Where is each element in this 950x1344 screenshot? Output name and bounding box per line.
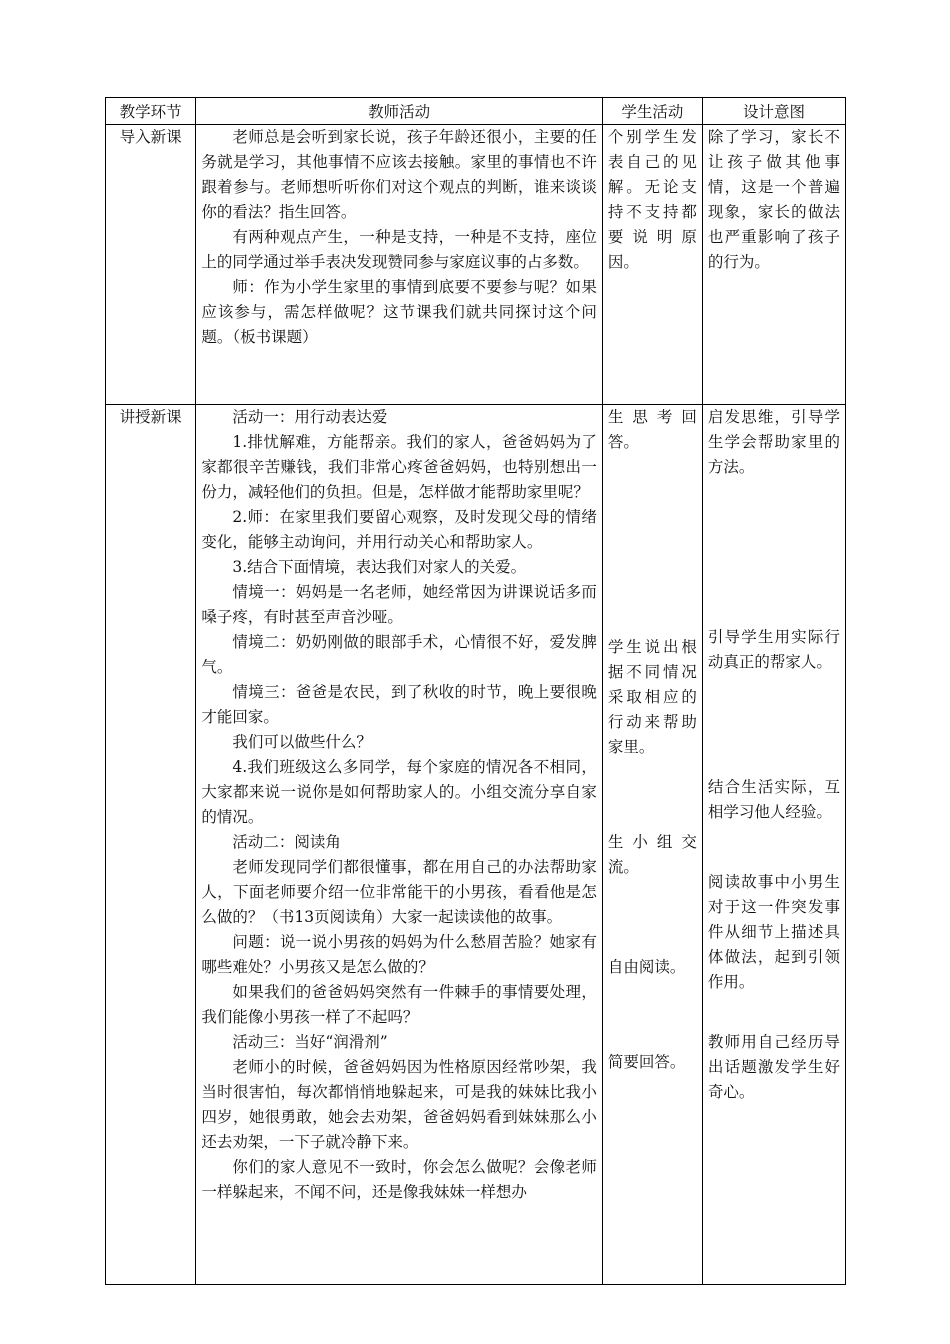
teacher-paragraph: 1.排忧解难，方能帮亲。我们的家人，爸爸妈妈为了家都很辛苦赚钱，我们非常心疼爸爸妈妈，也特别想出一份力，减轻他们的负担。但是，怎样做才能帮助家里呢？ <box>201 433 597 501</box>
stage-cell: 讲授新课 <box>106 405 196 1285</box>
header-teacher-activity: 教师活动 <box>196 98 603 125</box>
activity-heading: 活动三：当好“润滑剂” <box>232 1033 388 1051</box>
scenario-paragraph: 情境三：爸爸是农民，到了秋收的时节，晚上要很晚才能回家。 <box>201 683 597 726</box>
student-text: 生思考回答。 <box>607 408 697 451</box>
student-activity-cell <box>602 405 702 1285</box>
intent-text: 教师用自己经历导出话题激发学生好奇心。 <box>707 1033 840 1101</box>
intent-text: 结合生活实际，互相学习他人经验。 <box>707 778 840 821</box>
teacher-paragraph: 老师总是会听到家长说，孩子年龄还很小，主要的任务就是学习，其他事情不应该去接触。家里的事情也不许跟着参与。老师想听听你们对这个观点的判断，谁来谈谈你的看法？指生回答。 <box>201 128 597 221</box>
student-text: 个别学生发表自己的见解。无论支持不支持都要说明原因。 <box>607 128 697 271</box>
table-row <box>106 405 846 1285</box>
teacher-paragraph: 3.结合下面情境，表达我们对家人的关爱。 <box>232 558 527 576</box>
intent-text: 阅读故事中小男生对于这一件突发事件从细节上描述具体做法，起到引领作用。 <box>707 873 840 991</box>
teacher-paragraph: 问题：说一说小男孩的妈妈为什么愁眉苦脸？她家有哪些难处？小男孩又是怎么做的？ <box>201 933 597 976</box>
header-row <box>106 98 846 125</box>
design-intent-cell <box>702 125 845 405</box>
scenario-paragraph: 情境一：妈妈是一名老师，她经常因为讲课说话多而嗓子疼，有时甚至声音沙哑。 <box>201 583 597 626</box>
header-stage: 教学环节 <box>106 98 196 125</box>
design-intent-cell <box>702 405 845 1285</box>
teacher-paragraph: 我们可以做些什么？ <box>232 733 372 751</box>
teacher-activity-cell <box>196 125 603 405</box>
stage-cell: 导入新课 <box>106 125 196 405</box>
teacher-paragraph: 老师发现同学们都很懂事，都在用自己的办法帮助家人，下面老师要介绍一位非常能干的小男孩，看看他是怎么做的？（书13页阅读角）大家一起读读他的故事。 <box>201 858 597 926</box>
teacher-paragraph: 老师小的时候，爸爸妈妈因为性格原因经常吵架，我当时很害怕，每次都悄悄地躲起来，可是我的妹妹比我小四岁，她很勇敢，她会去劝架，爸爸妈妈看到妹妹那么小还去劝架，一下子就冷静下来。 <box>201 1058 597 1151</box>
teacher-paragraph: 2.师：在家里我们要留心观察，及时发现父母的情绪变化，能够主动询问，并用行动关心和帮助家人。 <box>201 508 597 551</box>
header-student-activity: 学生活动 <box>602 98 702 125</box>
teacher-paragraph: 有两种观点产生，一种是支持，一种是不支持，座位上的同学通过举手表决发现赞同参与家庭议事的占多数。 <box>201 228 597 271</box>
teacher-paragraph: 4.我们班级这么多同学，每个家庭的情况各不相同，大家都来说一说你是如何帮助家人的。小组交流分享自家的情况。 <box>201 758 597 826</box>
teacher-paragraph: 你们的家人意见不一致时，你会怎么做呢？会像老师一样躲起来，不闻不问，还是像我妹妹一样想办 <box>201 1158 597 1201</box>
intent-text: 除了学习，家长不让孩子做其他事情，这是一个普遍现象，家长的做法也严重影响了孩子的行为。 <box>707 128 840 271</box>
intent-text: 启发思维，引导学生学会帮助家里的方法。 <box>707 408 840 476</box>
header-design-intent: 设计意图 <box>702 98 845 125</box>
table-row <box>106 125 846 405</box>
student-text: 学生说出根据不同情况采取相应的行动来帮助家里。 <box>607 638 697 756</box>
student-text: 自由阅读。 <box>607 958 686 976</box>
teacher-paragraph: 师：作为小学生家里的事情到底要不要参与呢？如果应该参与，需怎样做呢？这节课我们就共同探讨这个问题。（板书课题） <box>201 278 597 346</box>
student-text: 生小组交流。 <box>607 833 697 876</box>
scenario-paragraph: 情境二：奶奶刚做的眼部手术，心情很不好，爱发脾气。 <box>201 633 597 676</box>
teacher-paragraph: 如果我们的爸爸妈妈突然有一件棘手的事情要处理，我们能像小男孩一样了不起吗？ <box>201 983 597 1026</box>
lesson-plan-table <box>105 97 846 1285</box>
teacher-activity-cell <box>196 405 603 1285</box>
intent-text: 引导学生用实际行动真正的帮家人。 <box>707 628 840 671</box>
student-activity-cell <box>602 125 702 405</box>
activity-heading: 活动二：阅读角 <box>232 833 341 851</box>
student-text: 简要回答。 <box>607 1053 686 1071</box>
activity-heading: 活动一：用行动表达爱 <box>232 408 388 426</box>
